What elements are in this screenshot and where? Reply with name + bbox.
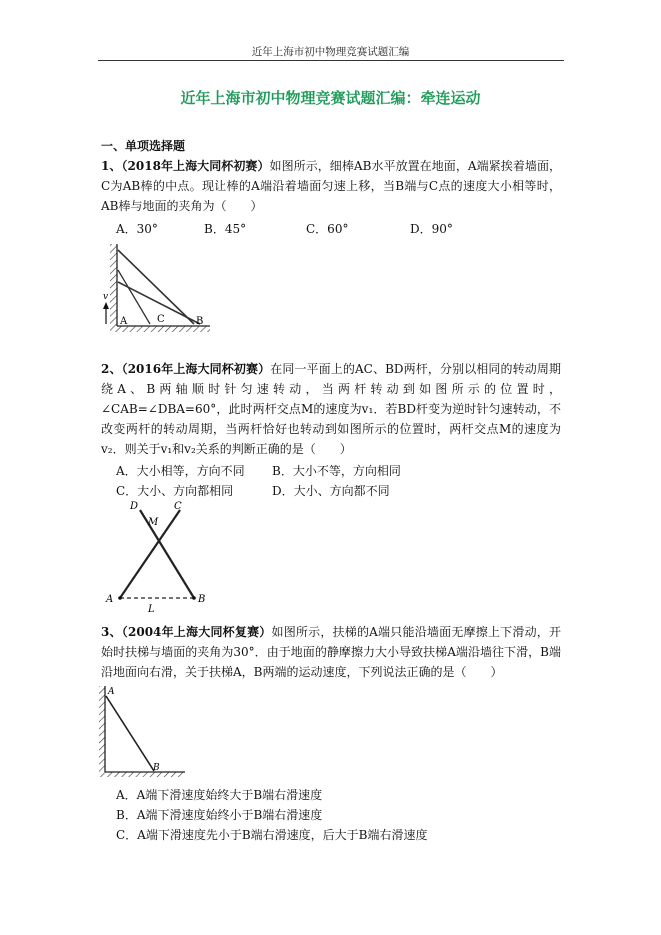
label-c: C [157,314,165,325]
q3-option-c: C．A端下滑速度先小于B端右滑速度，后大于B端右滑速度 [116,828,428,842]
pivot-a [118,596,122,600]
question-number: 2、 [101,362,122,376]
ladder [106,696,154,771]
q2-option-d: D．大小、方向都不同 [272,484,390,498]
question-number: 3、 [101,625,122,639]
wall-hatch [110,244,117,326]
question-source: （2004年上海大同杯复赛） [121,625,272,639]
label-b: B [196,316,204,327]
question-3 [101,622,561,682]
label-b: B [198,594,206,605]
label-a: A [108,687,115,697]
q2-option-b: B．大小不等，方向相同 [272,464,401,478]
wall-hatch [99,686,105,772]
label-l: L [148,604,155,614]
q1-option-d: D．90° [410,222,453,236]
label-a: A [106,594,114,605]
section-heading: 一、单项选择题 [101,139,186,153]
label-m: M [148,517,159,528]
q1-option-a: A．30° [116,222,158,236]
question-text: 如图所示，细棒AB水平放置在地面，A端紧挨着墙面，C为AB棒的中点。现让棒的A端沿着墙面匀速上移，当B端与C点的速度大小相等时，AB棒与地面的夹角为（ ） [101,159,561,213]
question-source: （2016年上海大同杯初赛） [121,362,271,376]
ground-hatch [99,772,185,777]
label-d: D [130,501,139,512]
q3-option-a: A．A端下滑速度始终大于B端右滑速度 [116,788,323,802]
header-divider [98,60,564,61]
q1-option-c: C．60° [306,222,349,236]
question-text: 在同一平面上的AC、BD两杆，分别以相同的转动周期绕A、B两轴顺时针匀速转动，当两杆转动到如图所示的位置时，∠CAB=∠DBA=60°，此时两杆交点M的速度为v₁．若BD杆变为逆时针匀速转动，不改变两杆的转动周期，当两杆恰好也转动到如图所示的位置时，两杆交点M的速度为v₂．则关于v₁和v₂关系的判断正确的是（ ） [101,362,561,456]
document-title: 近年上海市初中物理竞赛试题汇编：牵连运动 [180,89,481,107]
question-source: （2018年上海大同杯初赛） [121,159,270,173]
label-c: C [174,501,182,512]
q2-option-a: A．大小相等，方向不同 [116,464,245,478]
page-header: 近年上海市初中物理竞赛试题汇编 [251,46,410,58]
q2-figure [98,498,218,614]
q2-option-c: C．大小、方向都相同 [116,484,234,498]
arrow-head-icon [103,302,109,309]
q1-option-b: B．45° [204,222,247,236]
question-text: 如图所示，扶梯的A端只能沿墙面无摩擦上下滑动，开始时扶梯与墙面的夹角为30°．由于地面的静摩擦力大小导致扶梯A端沿墙往下滑，B端沿地面向右滑，关于扶梯A，B两端的运动速度，下列说法正确的是（ ） [101,625,561,679]
q1-figure [96,238,216,334]
pivot-b [192,596,196,600]
label-b: B [153,763,160,773]
label-a: A [120,316,128,327]
question-1 [101,156,561,216]
question-2 [101,359,561,459]
question-number: 1、 [101,159,122,173]
q3-option-b: B．A端下滑速度始终小于B端右滑速度 [116,808,323,822]
label-v: v [103,292,109,302]
q3-figure [96,682,190,778]
